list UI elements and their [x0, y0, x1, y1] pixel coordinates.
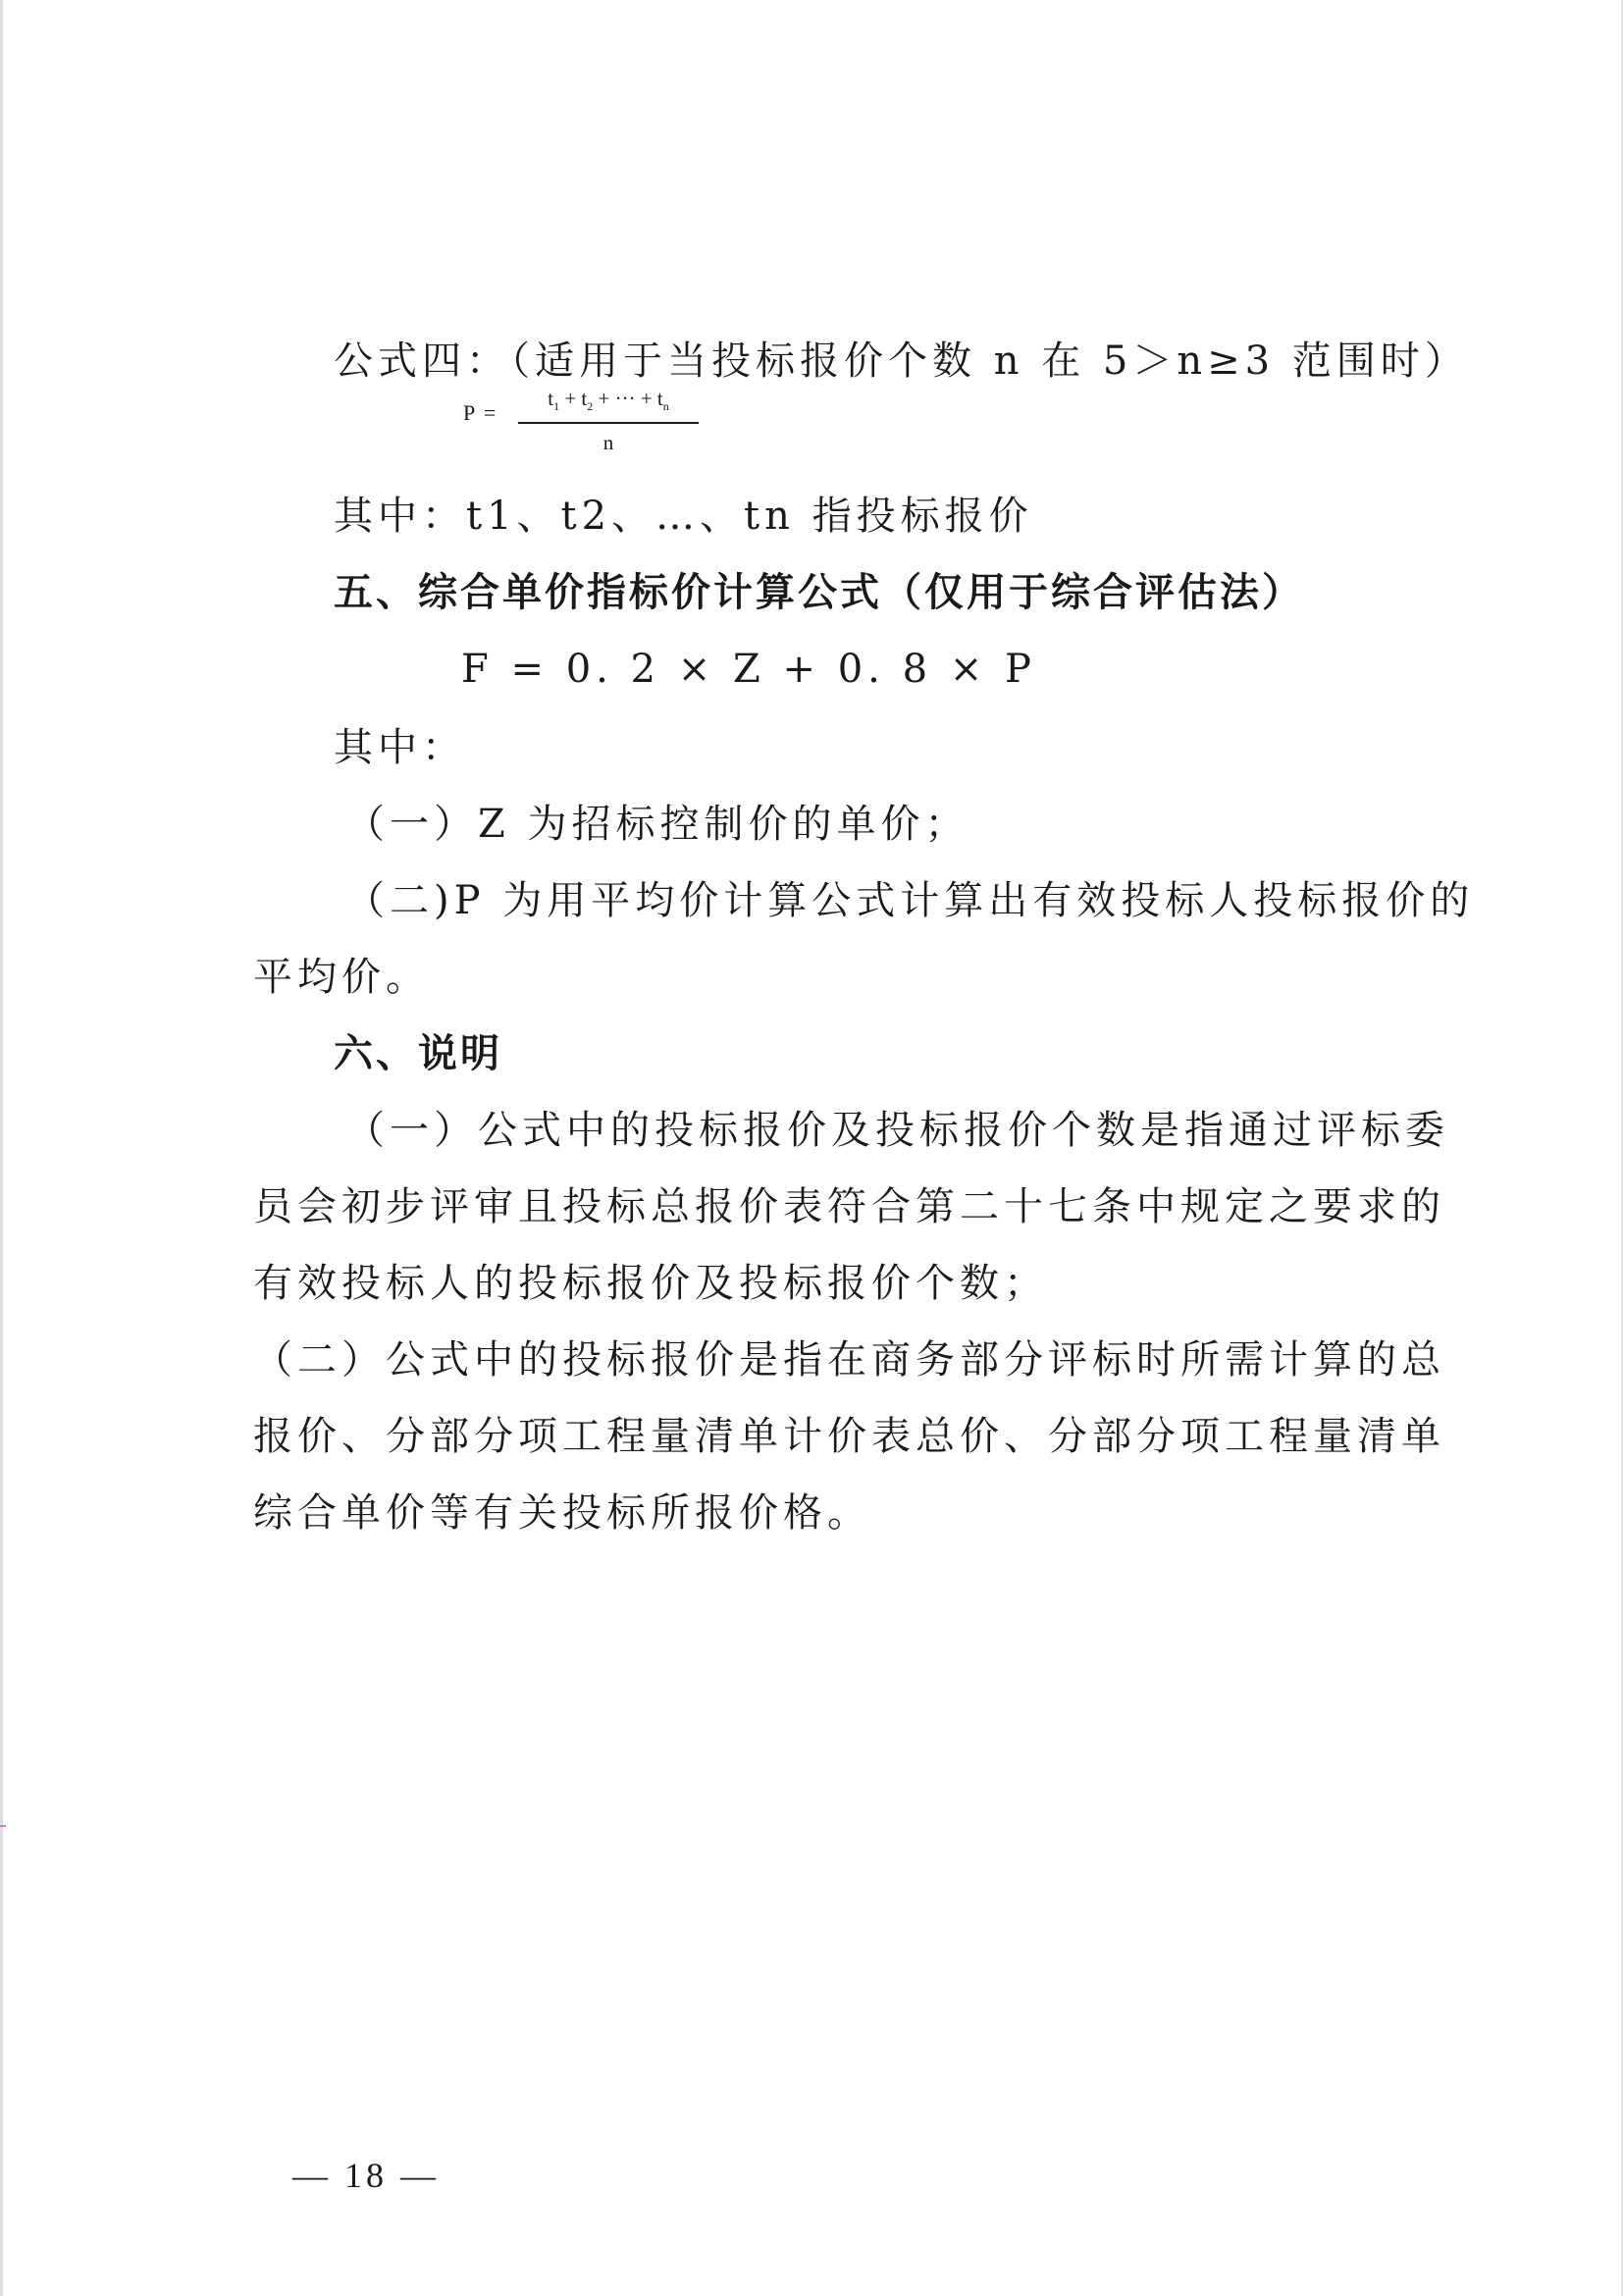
margin-mark — [0, 1825, 6, 1827]
section5-item1: （一）Z 为招标控制价的单价； — [345, 802, 969, 847]
section5-title: 五、综合单价指标价计算公式（仅用于综合评估法） — [334, 570, 1304, 615]
section6-item2-line3: 综合单价等有关投标所报价格。 — [253, 1490, 871, 1536]
section5-where: 其中： — [334, 725, 466, 770]
formula4-equation — [463, 385, 758, 463]
section6-item2-line2: 报价、分部分项工程量清单计价表总价、分部分项工程量清单 — [253, 1414, 1445, 1459]
section6-item1-line3: 有效投标人的投标报价及投标报价个数； — [253, 1261, 1048, 1306]
section6-item2-line1: （二）公式中的投标报价是指在商务部分评标时所需计算的总 — [253, 1337, 1445, 1383]
formula4-heading: 公式四：（适用于当投标报价个数 n 在 5＞n≥3 范围时） — [334, 339, 1469, 384]
section6-item1-line2: 员会初步评审且投标总报价表符合第二十七条中规定之要求的 — [253, 1184, 1445, 1229]
section5-formula: F = 0. 2 × Z + 0. 8 × P — [461, 647, 1036, 692]
formula4-fraction — [518, 385, 699, 455]
formula4-note: 其中：t1、t2、…、tn 指投标报价 — [334, 494, 1033, 539]
section6-title: 六、说明 — [334, 1031, 502, 1076]
section5-item2-line2: 平均价。 — [253, 955, 430, 1000]
formula4-fraction-bar — [518, 422, 699, 424]
formula4-numerator: $t_1 + t_2$ + ··· + $t_n$ — [548, 387, 669, 414]
page-edge-left — [0, 0, 3, 2296]
page-number: — 18 — — [292, 2156, 440, 2195]
section5-item2-line1: （二)P 为用平均价计算公式计算出有效投标人投标报价的 — [345, 878, 1475, 923]
section6-item1-line1: （一）公式中的投标报价及投标报价个数是指通过评标委 — [345, 1108, 1449, 1153]
formula4-denominator: n — [602, 431, 614, 455]
formula4-lhs: P = — [463, 400, 498, 425]
